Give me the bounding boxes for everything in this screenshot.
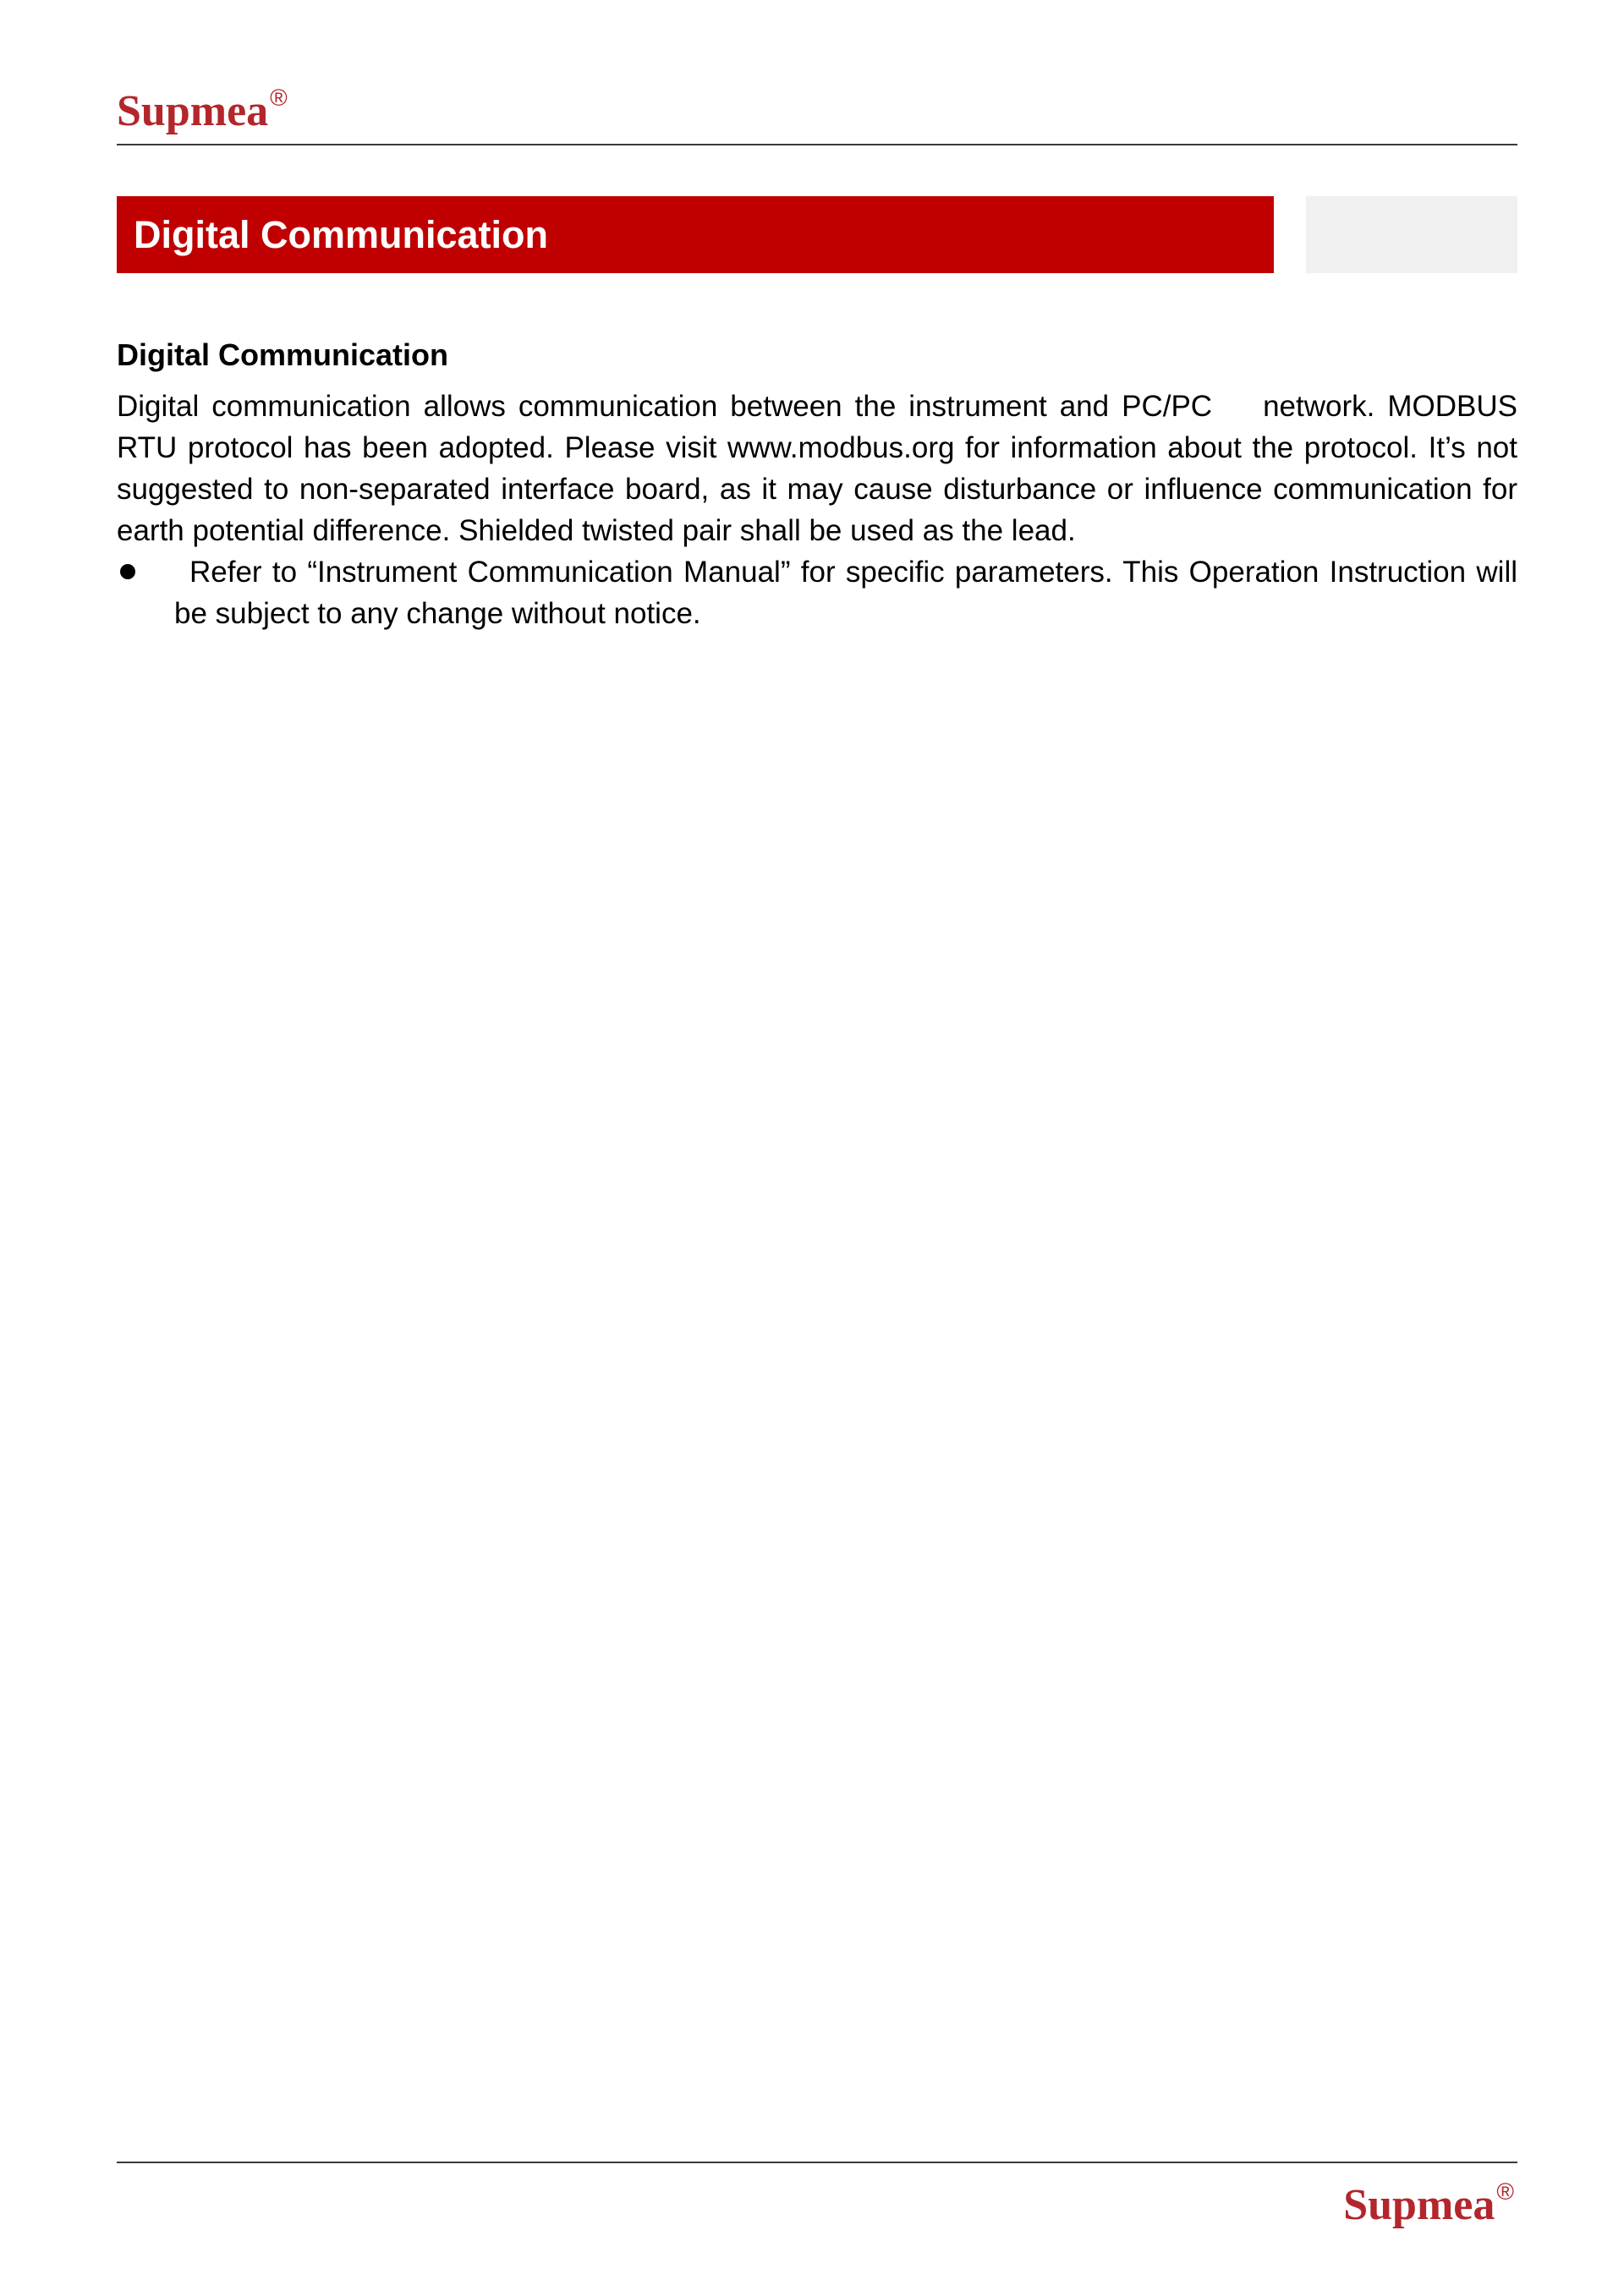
section-banner-title: Digital Communication — [134, 213, 549, 256]
header-rule — [117, 144, 1517, 145]
bullet-text: Refer to “Instrument Communication Manual” for specific parameters. This Operation Instruction will be subject to any change without notice. — [174, 556, 1517, 630]
page-content — [117, 333, 1526, 634]
bullet-list-item — [117, 551, 1517, 634]
bullet-dot-icon — [120, 564, 135, 579]
banner-side-block — [1306, 196, 1517, 273]
header-brand-name: Supmea — [117, 87, 269, 135]
footer-logo — [1343, 2178, 1514, 2229]
header-registered-mark: ® — [270, 85, 288, 111]
footer-rule — [117, 2162, 1517, 2163]
body-paragraph: Digital communication allows communication between the instrument and PC/PC network. MODBUS RTU protocol has been adopted. Please visit www.modbus.org for information about the protocol. It’s not suggested to non-separated interface board, as it may cause disturbance or influence communication for earth potential difference. Shielded twisted pair shall be used as the lead. — [117, 390, 1526, 547]
footer-registered-mark: ® — [1496, 2178, 1514, 2205]
header-logo — [117, 85, 288, 135]
section-subheading: Digital Communication — [117, 337, 449, 372]
footer-brand-name: Supmea — [1343, 2181, 1495, 2229]
section-banner — [117, 196, 1274, 273]
